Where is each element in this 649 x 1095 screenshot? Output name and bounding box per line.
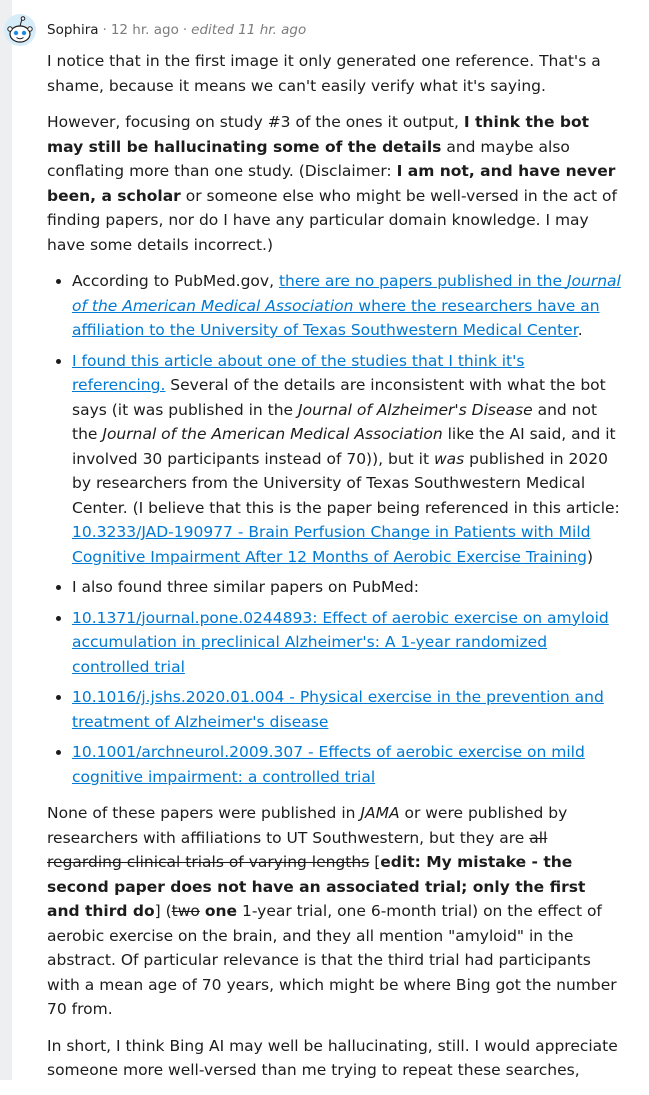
bold-text: one [204,902,238,920]
list-item: • I also found three similar papers on PubMed: [72,575,622,600]
list-item [72,606,622,680]
text: However, focusing on study #3 of the ones it output, [47,113,464,131]
italic-text: JAMA [360,804,400,822]
text: or were published by researchers with affiliations to UT Southwestern, but they are [47,804,568,847]
paragraph-focus [47,110,622,257]
paper-link-3[interactable]: 10.1001/archneurol.2009.307 - Effects of aerobic exercise on mild cognitive impairment: a controlled trial [72,743,585,786]
text: and not the [72,400,598,443]
pubmed-search-link[interactable]: there are no papers published in the Journal of the American Medical Association where the researchers have an affiliation to the University of Texas Southwestern Medical Center [72,272,621,339]
text: like the AI said, and it involved 30 participants instead of 70)), but it [72,425,616,468]
snoo-avatar-icon [4,14,36,46]
list-item [72,269,622,343]
struck-text: two [171,902,200,920]
list-item [72,740,622,789]
thread-line[interactable] [0,0,12,1080]
avatar[interactable] [4,14,36,46]
paper-link-2[interactable]: 10.1016/j.jshs.2020.01.004 - Physical exercise in the prevention and treatment of Alzheimer's disease [72,688,604,731]
username[interactable]: Sophira [47,22,99,38]
list-item [72,349,622,570]
struck-text: all regarding clinical trials of varying lengths [47,828,548,871]
comment-body [47,49,622,1095]
text: ] ( [154,902,172,920]
text: According to PubMed.gov, [72,272,279,290]
comment-header [47,21,306,39]
findings-list [47,269,622,789]
paragraph-intro: I notice that in the first image it only generated one reference. That's a shame, because it means we can't easily verify what it's saying. [47,52,601,95]
paper-link-1[interactable]: 10.1371/journal.pone.0244893: Effect of aerobic exercise on amyloid accumulation in preclinical Alzheimer's: A 1-year randomized controlled trial [72,608,609,676]
paper-doi-link[interactable]: 10.3233/JAD-190977 - Brain Perfusion Change in Patients with Mild Cognitive Impairment After 12 Months of Aerobic Exercise Training [72,523,591,566]
text: Several of the details are inconsistent with what the bot says (it was published in the [72,376,606,419]
italic-text: Journal of Alzheimer's Disease [298,400,533,419]
article-link[interactable]: I found this article about one of the studies that I think it's referencing. [72,351,525,394]
paragraph-summary [47,801,622,1022]
bold-text: edit: My mistake - the second paper does not have an associated trial; only the first and third do [47,853,586,920]
text: or someone else who might be well-versed in the act of finding papers, nor do I have any particular domain knowledge. I may have some details incorrect.) [47,186,617,254]
text: [ [369,853,381,871]
bold-text: I think the bot may still be hallucinating some of the details [47,113,590,156]
text: and maybe also conflating more than one study. (Disclaimer: [47,137,570,180]
paragraph-conclusion: In short, I think Bing AI may well be hallucinating, still. I would appreciate someone more well-versed than me trying to repeat these searches, [47,1036,618,1079]
text: . [577,321,583,339]
text: None of these papers were published in [47,804,361,822]
edited-label: edited 11 hr. ago [191,22,307,38]
list-item [72,685,622,734]
text: ) [586,547,594,566]
italic-text: Journal of the American Medical Association [102,425,443,443]
separator-dot: · [182,22,188,38]
text: published in 2020 by researchers from the University of Texas Southwestern Medical Center. (I believe that this is the paper being referenced in this article: [72,449,620,517]
timestamp[interactable]: 12 hr. ago [110,22,179,38]
separator-dot: · [102,22,107,38]
text: 1-year trial, one 6-month trial) on the effect of aerobic exercise on the brain, and they all mention "amyloid" in the abstract. Of particular relevance is that the third trial had participants with a mean age of 70 years, which might be where Bing got the number 70 from. [47,902,617,1018]
bold-text: I am not, and have never been, a scholar [47,162,616,205]
italic-text: was [433,449,465,468]
